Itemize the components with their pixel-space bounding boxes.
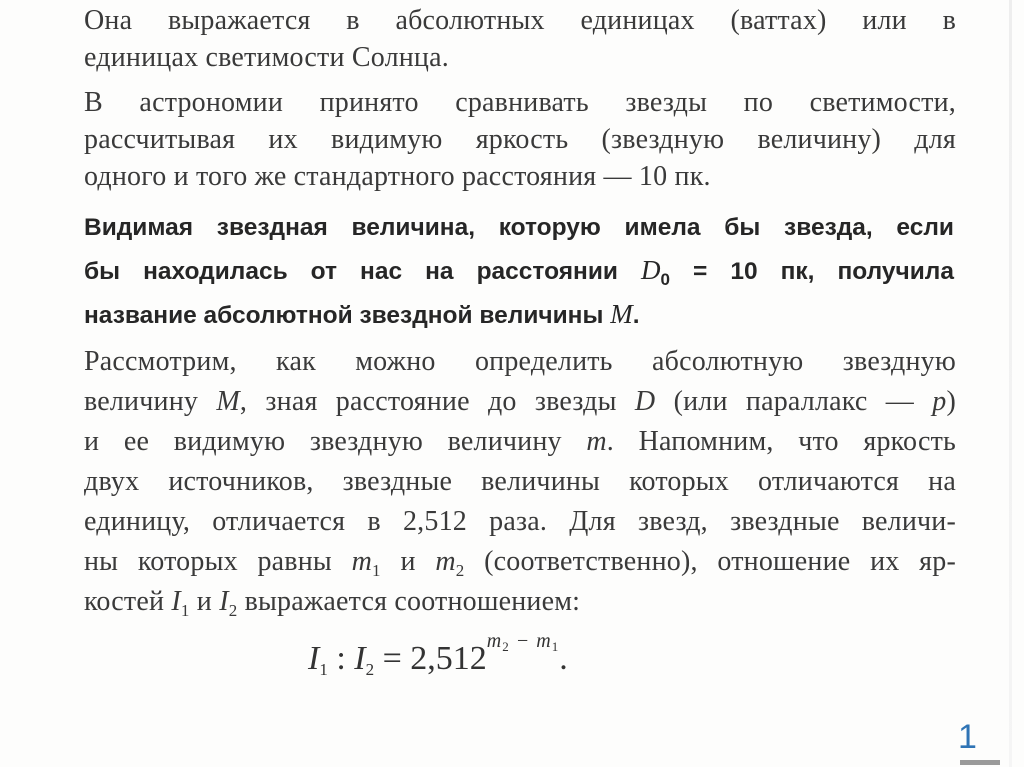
variable-m1: m [351, 546, 373, 577]
exponent [487, 630, 559, 652]
definition-line: Видимая звездная величина, которую имела бы звезда, если [84, 214, 954, 241]
bottom-edge-mark [960, 760, 1000, 765]
text-span: величину [84, 386, 217, 417]
subscript-2: 2 [365, 660, 375, 679]
variable-I1: I [171, 586, 181, 617]
text-span: костей [84, 586, 172, 617]
formula-period: . [559, 640, 568, 677]
exp-minus: − [509, 630, 537, 652]
text-line [84, 382, 956, 422]
text-span: , зная расстояние до звезды [239, 386, 635, 417]
brightness-ratio-formula [308, 630, 568, 679]
subscript-2: 2 [228, 601, 238, 620]
text-span: (соответственно), отношение их яр- [464, 546, 956, 577]
text-span: и [189, 586, 220, 617]
paragraph-standard-distance [84, 84, 956, 195]
exp-subscript-2: 2 [502, 639, 510, 654]
text-span: и [380, 546, 436, 577]
variable-m: m [586, 426, 607, 457]
variable-I2: I [354, 640, 366, 677]
definition-text: = 10 пк, получила [669, 258, 954, 285]
text-span: и ее видимую звездную величину [84, 426, 587, 457]
text-line: единицу, отличается в 2,512 раза. Для звезд, звездные величи- [84, 506, 956, 537]
variable-D: D [641, 255, 661, 285]
variable-I2: I [219, 586, 229, 617]
text-span: (или параллакс — [655, 386, 933, 417]
subscript-2: 2 [455, 561, 465, 580]
text-span: ) [946, 386, 956, 417]
subscript-1: 1 [372, 561, 381, 580]
variable-D: D [634, 386, 656, 417]
exp-m2: m [486, 630, 503, 652]
subscript-1: 1 [319, 660, 328, 679]
text-line: одного и того же стандартного расстояния — 10 пк. [84, 161, 711, 192]
paragraph-luminosity-units [84, 2, 956, 76]
colon-operator: : [327, 640, 355, 677]
definition-text: бы находилась от нас на расстоянии [84, 258, 641, 285]
definition-text: название абсолютной звездной величины [84, 302, 611, 329]
text-line [84, 542, 956, 582]
definition-line [84, 293, 954, 337]
exp-m1: m [536, 630, 552, 652]
text-span: . Напомним, что яркость [606, 426, 956, 457]
variable-p: p [932, 386, 947, 417]
text-line: двух источников, звездные величины которых отличаются на [84, 466, 956, 497]
text-line [84, 422, 956, 462]
page-edge-divider [1009, 0, 1012, 767]
paragraph-method [84, 342, 956, 622]
text-span: выражается соотношением: [237, 586, 581, 617]
slide-number: 1 [958, 718, 977, 756]
text-line: Она выражается в абсолютных единицах (ваттах) или в [84, 5, 956, 36]
variable-M: M [610, 299, 633, 329]
subscript-0: 0 [660, 270, 670, 289]
definition-absolute-magnitude [84, 206, 954, 337]
text-span: ны которых равны [84, 546, 352, 577]
text-line: В астрономии принято сравнивать звезды по светимости, [84, 87, 956, 118]
variable-m2: m [435, 546, 456, 577]
exp-subscript-1: 1 [551, 639, 560, 654]
variable-I1: I [308, 640, 320, 677]
text-line [84, 582, 956, 622]
variable-M: M [216, 386, 240, 417]
subscript-1: 1 [180, 601, 190, 620]
text-line: единицах светимости Солнца. [84, 42, 449, 73]
definition-text: . [632, 302, 640, 329]
text-line: рассчитывая их видимую яркость (звездную величину) для [84, 124, 956, 155]
definition-line [84, 249, 954, 293]
text-line: Рассмотрим, как можно определить абсолютную звездную [84, 346, 956, 377]
equals-base: = 2,512 [374, 640, 487, 677]
